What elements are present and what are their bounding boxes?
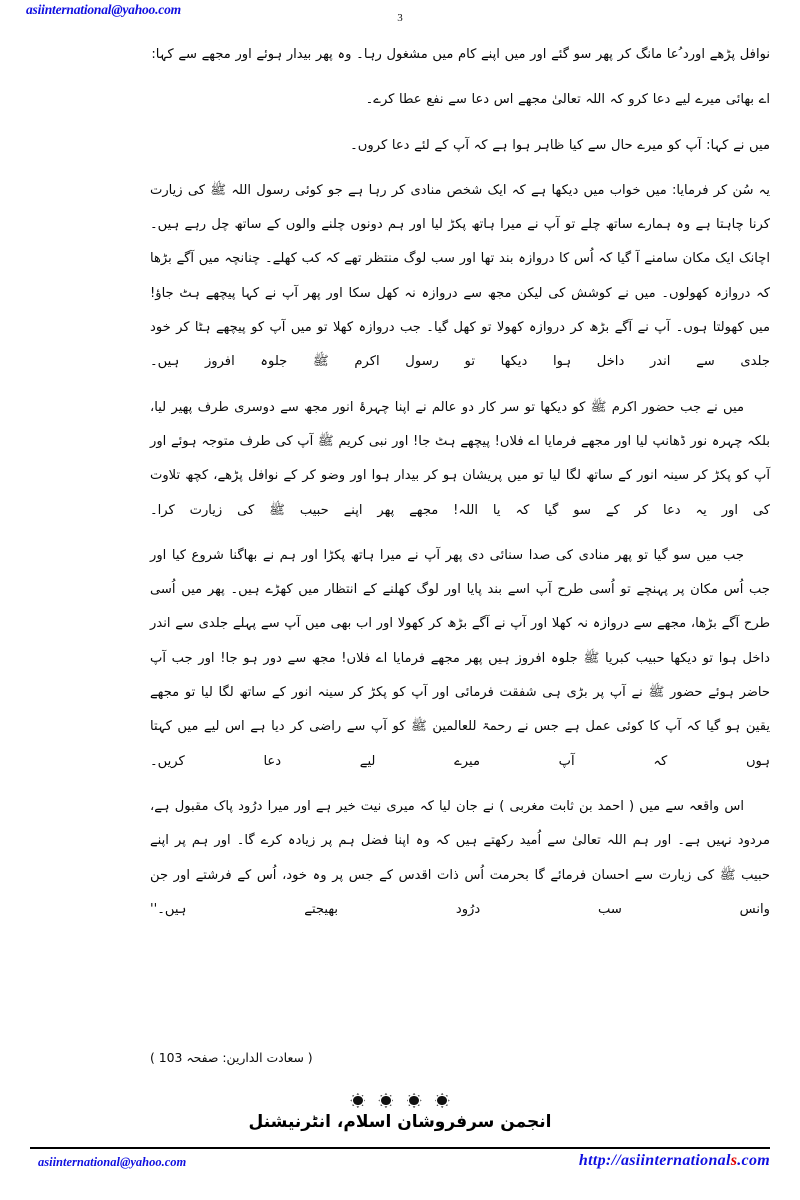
organization-name: انجمن سرفروشان اسلام، انٹرنیشنل xyxy=(248,1112,552,1132)
body-paragraph: اس واقعہ سے میں ( احمد بن ثابت مغربی ) نے جان لیا کہ میری نیت خیر ہے اور میرا درُود پاک مقبول ہے، مردود نہیں ہے۔ اور ہم اللہ تعالیٰ سے اُمید رکھتے ہیں کہ وہ اپنا فضل ہم پر زیادہ کرے گا۔ اور ہم پر اپنے حبیب ﷺ کی زیارت سے احسان فرمائے گا بحرمت اُس ذات اقدس کے جس پر وہ خود، اُس کے فرشتے اور جن وانس سب درُود بھیجتے ہیں۔'' xyxy=(150,798,770,917)
header-email-link[interactable]: asiinternational@yahoo.com xyxy=(26,2,181,17)
body-paragraph: میں نے کہا: آپ کو میرے حال سے کیا ظاہر ہوا ہے کہ آپ کے لئے دعا کروں۔ xyxy=(350,137,770,153)
page-number: 3 xyxy=(397,12,403,24)
source-citation: ( سعادت الدارین: صفحہ 103 ) xyxy=(150,1050,313,1065)
footer-divider-rule xyxy=(30,1147,770,1149)
footer-email-link[interactable]: asiinternational@yahoo.com xyxy=(38,1155,187,1169)
footer-url-suffix: .com xyxy=(737,1152,770,1169)
body-paragraph: نوافل پڑھے اورد ُعا مانگ کر پھر سو گئے اور میں اپنے کام میں مشغول رہا۔ وہ پھر بیدار ہوئے اور مجھے سے کہا: xyxy=(151,47,770,62)
document-body xyxy=(150,38,770,938)
page-footer xyxy=(0,1147,800,1187)
footer-website-link[interactable] xyxy=(579,1152,770,1170)
page-header xyxy=(0,0,800,30)
body-paragraph: یہ سُن کر فرمایا: میں خواب میں دیکھا ہے کہ ایک شخص منادی کر رہا ہے جو کوئی رسول اللہ ﷺ کی زیارت کرنا چاہتا ہے وہ ہمارے ساتھ چلے تو آپ نے میرا ہاتھ پکڑ لیا اور ہم دونوں چلنے والوں کے ساتھ چل رہے ہیں۔ اچانک ایک مکان سامنے آ گیا کہ اُس کا دروازہ بند تھا اور سب لوگ منتظر تھے کہ کب کھلے۔ چنانچہ میں آگے بڑھا کہ دروازہ کھولوں۔ میں نے کوشش کی لیکن مجھ سے دروازہ نہ کھل سکا اور پھر آپ نے کہا پیچھے ہٹ جاؤ! میں کھولتا ہوں۔ آپ نے آگے بڑھ کر دروازہ کھولا تو کھل گیا۔ جب دروازہ کھلا تو میں آپ کو پیچھے ہٹا کر خود جلدی سے اندر داخل ہوا دیکھا تو رسول اکرم ﷺ جلوہ افروز ہیں۔ xyxy=(150,182,770,370)
footer-url-prefix: http://asiinternational xyxy=(578,1152,731,1169)
eight-point-star-ornament-icon xyxy=(378,1093,393,1108)
eight-point-star-ornament-icon xyxy=(435,1093,450,1108)
eight-point-star-ornament-icon xyxy=(350,1093,365,1108)
footer-url-highlight: s xyxy=(730,1152,738,1169)
body-paragraph: جب میں سو گیا تو پھر منادی کی صدا سنائی دی پھر آپ نے میرا ہاتھ پکڑا اور ہم نے بھاگنا شروع کیا اور جب اُس مکان پر پہنچے تو اُسی طرح آپ اسے بند پایا اور لوگ کھلنے کے انتظار میں کھڑے ہیں۔ پھر میں اُسی طرح آگے بڑھا، مجھے سے دروازہ نہ کھلا اور آپ نے آگے بڑھ کر کھولا اور اب بھی میں آپ سے پہلے جلدی سے اندر داخل ہوا تو دیکھا حبیب کبریا ﷺ جلوہ افروز ہیں پھر مجھے فرمایا اے فلاں! مجھ سے دور ہو جا! اور جب آپ حاضر ہوئے حضور ﷺ نے آپ پر بڑی ہی شفقت فرمائی اور آپ کو پکڑ کر سینہ انور کے ساتھ لگا لیا تو مجھے یقین ہو گیا کہ آپ کا کوئی عمل ہے جس نے رحمۃ للعالمین ﷺ کو آپ سے راضی کر دیا ہے اس لیے میں کہتا ہوں کہ آپ میرے لیے دعا کریں۔ xyxy=(150,547,770,769)
ornament-divider xyxy=(0,1092,800,1108)
body-paragraph: میں نے جب حضور اکرم ﷺ کو دیکھا تو سر کار دو عالم نے اپنا چہرۂ انور مجھ سے دوسری طرف پھیر لیا، بلکہ چہرہ نور ڈھانپ لیا اور مجھے فرمایا اے فلاں! پیچھے ہٹ جا! اور نبی کریم ﷺ آپ کی طرف متوجہ ہوئے اور آپ کو پکڑ کر سینہ انور کے ساتھ لگا لیا تو میں پریشان ہو کر بیدار ہوا اور وضو کر کے نوافل پڑھے، کچھ تلاوت کی اور یہ دعا کر کے سو گیا کہ یا اللہ! مجھے پھر اپنے حبیب ﷺ کی زیارت کرا۔ xyxy=(150,399,770,518)
eight-point-star-ornament-icon xyxy=(407,1093,422,1108)
body-paragraph: اے بھائی میرے لیے دعا کرو کہ اللہ تعالیٰ مجھے اس دعا سے نفع عطا کرے۔ xyxy=(365,92,770,108)
